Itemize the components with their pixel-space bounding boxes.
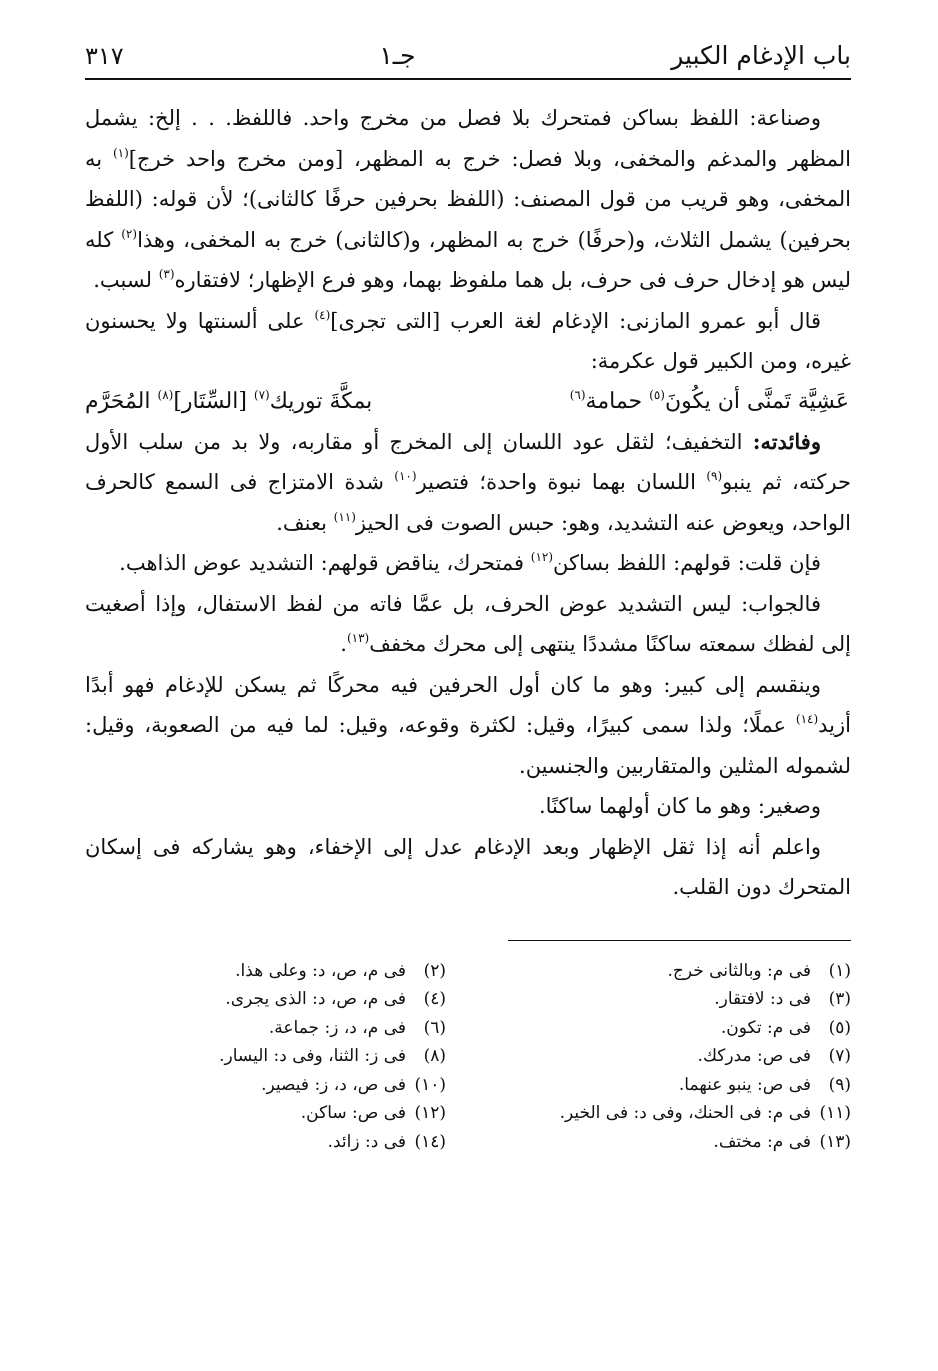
text-run: فمتحرك، يناقض قولهم: التشديد عوض الذاهب.: [119, 551, 531, 575]
footnote-text: فى م، ص، د: وعلى هذا.: [235, 960, 406, 981]
footnote-text: فى ز: الثنا، وفى د: اليسار.: [219, 1046, 406, 1066]
text-run: لسبب.: [93, 268, 159, 292]
text-run: عَشِيَّة تَمنَّى أن يكُونَ: [664, 388, 849, 414]
footnote-number: (٦): [423, 1017, 446, 1038]
text-run: .: [340, 632, 347, 656]
footnote-ref: (٢): [121, 226, 138, 241]
paragraph-group-1: [85, 98, 851, 382]
footnote: [85, 1071, 446, 1100]
volume-label: جـ١: [379, 41, 416, 70]
footnote-ref: (٥): [649, 387, 665, 402]
text-run: المُحَرَّم: [85, 388, 158, 414]
footnote-number: (١٣): [819, 1131, 851, 1152]
text-run: على ألسنتها ولا يحسنون غيره، ومن الكبير قول عكرمة:: [85, 308, 851, 373]
footnotes: [85, 957, 851, 1157]
main-text: [85, 98, 851, 908]
footnote-ref: (١٢): [530, 550, 554, 564]
footnote-text: فى م: مختف.: [713, 1131, 811, 1152]
footnote-text: فى ص: ساكن.: [300, 1103, 406, 1123]
footnote-number: (٧): [828, 1046, 851, 1066]
footnote-ref: (٦): [569, 387, 586, 402]
footnote: [85, 1128, 446, 1157]
text-run: بعنف.: [276, 510, 334, 535]
text-run: بمكَّةَ توريك: [269, 388, 373, 414]
footnote-number: (١): [828, 960, 851, 981]
footnote-ref: (١٣): [346, 631, 370, 645]
footnote-number: (١٤): [414, 1131, 446, 1152]
footnote-text: فى م: فى الحنك، وفى د: فى الخير.: [559, 1103, 811, 1123]
paragraph-group-2: [85, 422, 851, 908]
paragraph-lead: وفائدته:: [752, 428, 821, 454]
footnote-number: (١٢): [414, 1103, 446, 1123]
text-run: وينقسم إلى كبير: وهو ما كان أول الحرفين فيه محركًا ثم يسكن للإدغام فهو أبدًا أزيد: [85, 672, 851, 737]
text-run: وصناعة: اللفظ بساكن فمتحرك بلا فصل من مخرج واحد. فاللفظ. . . إلخ: يشمل المظهر والمدغم والمخفى، وبلا فصل: خرج به المظهر، [ومن مخرج واحد خرج]: [85, 106, 851, 171]
footnote-text: فى م: تكون.: [720, 1017, 811, 1038]
running-header: [85, 40, 851, 80]
footnote: [488, 1071, 851, 1100]
footnote-ref: (١٤): [795, 712, 819, 726]
footnote-ref: (٨): [157, 387, 174, 402]
paragraph: [85, 665, 851, 787]
footnote: [488, 1128, 851, 1157]
paragraph: [85, 98, 851, 301]
footnote-text: فى م، د، ز: جماعة.: [268, 1017, 406, 1038]
text-run: اللسان بهما نبوة واحدة؛ فتصير: [416, 470, 707, 494]
verse: [85, 382, 851, 422]
footnotes-odd-column: [488, 957, 851, 1157]
paragraph: [85, 422, 851, 544]
footnote: [85, 1014, 446, 1043]
footnotes-even-column: [85, 957, 448, 1157]
paragraph: [85, 827, 851, 908]
text-run: كله ليس هو إدخال حرف فى حرف، بل هما ملفوظ بهما، وهو فرع الإظهار؛ لافتقاره: [85, 227, 851, 292]
footnote-number: (٩): [828, 1074, 851, 1095]
footnote: [488, 1042, 851, 1071]
footnote-text: فى م، ص، د: الذى يجرى.: [225, 989, 406, 1009]
footnote-ref: (٤): [314, 307, 331, 322]
footnote-separator: [508, 940, 851, 941]
page-number: ٣١٧: [85, 42, 124, 70]
paragraph: [85, 584, 851, 665]
text-run: [السِّتَار]: [173, 388, 254, 414]
footnote-ref: (١): [112, 145, 129, 160]
chapter-title: باب الإدغام الكبير: [671, 41, 851, 70]
text-run: وصغير: وهو ما كان أولهما ساكنًا.: [538, 794, 821, 818]
footnote-text: فى ص: ينبو عنهما.: [678, 1074, 811, 1095]
text-run: شدة الامتزاج فى السمع كالحرف الواحد، ويعوض عنه التشديد، وهو: حبس الصوت فى الحيز: [85, 470, 851, 535]
footnote-number: (٢): [423, 960, 446, 981]
text-run: فإن قلت: قولهم: اللفظ بساكن: [553, 551, 821, 575]
footnote-number: (٣): [828, 989, 851, 1009]
text-run: به المخفى، وهو قريب من قول المصنف: (اللفظ بحرفين حرفًا كالثانى)؛ لأن قوله: (اللفظ بحرفين) يشمل الثلاث، و(حرفًا) خرج به المظهر، و(كالثانى) خرج به المخفى، وهذا: [85, 146, 851, 252]
footnote: [488, 985, 851, 1014]
footnote-number: (١٠): [414, 1074, 446, 1095]
paragraph: [85, 301, 851, 382]
verse-hemistich-1: [570, 382, 849, 422]
footnote: [488, 957, 851, 986]
paragraph: [85, 543, 851, 584]
text-run: واعلم أنه إذا ثقل الإظهار وبعد الإدغام عدل إلى الإخفاء، وهو يشاركه فى إسكان المتحرك دون القلب.: [85, 834, 851, 899]
footnote: [488, 1014, 851, 1043]
footnote-ref: (١١): [333, 509, 356, 524]
footnote: [85, 957, 446, 986]
footnote-text: فى ص: مدركك.: [697, 1046, 811, 1066]
footnote-number: (٤): [423, 989, 446, 1009]
footnote-ref: (٣): [158, 267, 175, 281]
footnote-ref: (٩): [706, 469, 723, 483]
footnote-text: فى د: زائد.: [327, 1131, 406, 1152]
text-run: فالجواب: ليس التشديد عوض الحرف، بل عمَّا فاته من لفظ الاستفال، وإذا أصغيت إلى لفظك سمعته ساكنًا مشددًا ينتهى إلى محرك مخفف: [85, 591, 851, 656]
footnote-number: (٥): [828, 1017, 851, 1038]
footnote-number: (١١): [819, 1103, 851, 1123]
footnote-number: (٨): [423, 1046, 446, 1066]
footnote: [488, 1099, 851, 1128]
text-run: قال أبو عمرو المازنى: الإدغام لغة العرب [التى تجرى]: [330, 308, 821, 333]
footnote-text: فى ص، د، ز: فيصير.: [261, 1074, 406, 1095]
paragraph: [85, 786, 851, 827]
book-page: [85, 40, 851, 1156]
footnote-ref: (٧): [253, 387, 270, 402]
text-run: عملًا؛ ولذا سمى كبيرًا، وقيل: لكثرة وقوعه، وقيل: لما فيه من الصعوبة، وقيل: لشموله المثلين والمتقاربين والجنسين.: [85, 713, 851, 778]
footnote-text: فى د: لافتقار.: [714, 989, 811, 1009]
footnote: [85, 1042, 446, 1071]
text-run: حمامة: [585, 388, 650, 414]
verse-hemistich-2: [85, 382, 372, 422]
footnote-text: فى م: وبالثانى خرج.: [667, 960, 811, 981]
text-run: التخفيف؛ لثقل عود اللسان إلى المخرج أو مقاربه، ولا بد من سلب الأول حركته، ثم ينبو: [85, 429, 851, 494]
footnote-ref: (١٠): [394, 469, 417, 483]
footnote: [85, 985, 446, 1014]
footnote: [85, 1099, 446, 1128]
